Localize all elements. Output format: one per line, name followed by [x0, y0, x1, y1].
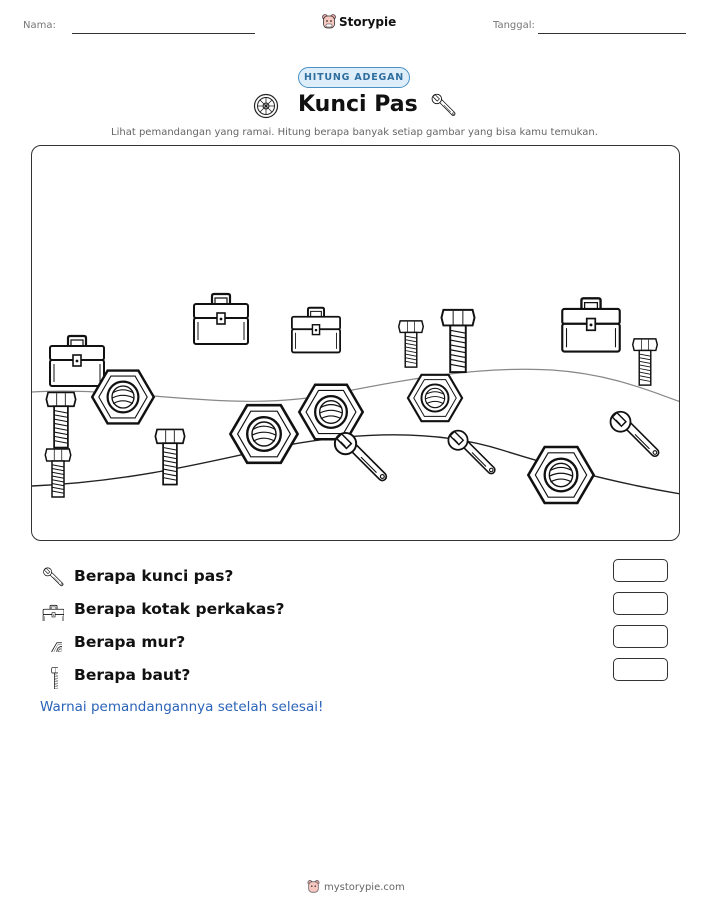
answer-box-bolt[interactable]	[613, 658, 668, 681]
bear-icon	[307, 880, 320, 894]
wrench	[611, 412, 657, 455]
wrench	[335, 433, 384, 479]
page-title: Kunci Pas	[298, 92, 418, 117]
activity-badge: HITUNG ADEGAN	[298, 67, 410, 88]
nut	[230, 405, 297, 463]
question-nut	[40, 631, 680, 657]
bolt-icon	[44, 665, 58, 689]
scene-drawing	[32, 146, 680, 541]
nut	[299, 385, 362, 439]
question-text: Berapa mur?	[74, 633, 186, 651]
wrench-icon	[40, 566, 64, 588]
answer-box-nut[interactable]	[613, 625, 668, 648]
storypie-logo	[322, 14, 396, 30]
toolbox	[50, 336, 104, 386]
footer-url[interactable]: mystorypie.com	[324, 881, 405, 893]
answer-box-wrench[interactable]	[613, 559, 668, 582]
nut-icon	[40, 632, 62, 652]
count-scene	[31, 145, 680, 541]
toolbox	[292, 308, 340, 353]
toolbox	[562, 298, 619, 351]
name-field[interactable]	[72, 33, 255, 34]
question-text: Berapa kotak perkakas?	[74, 600, 285, 618]
question-toolbox	[40, 598, 680, 624]
nut	[408, 375, 462, 421]
date-label: Tanggal:	[493, 20, 535, 31]
date-field[interactable]	[538, 33, 686, 34]
question-text: Berapa baut?	[74, 666, 191, 684]
name-label: Nama:	[23, 20, 56, 31]
bear-icon	[322, 14, 336, 30]
footer	[307, 880, 405, 894]
bolt	[45, 449, 71, 497]
coloring-note: Warnai pemandangannya setelah selesai!	[40, 699, 324, 715]
wrench-icon	[428, 92, 456, 118]
brand-name: Storypie	[339, 15, 397, 29]
toolbox	[194, 294, 248, 344]
bolt	[46, 392, 75, 447]
wrench	[448, 431, 493, 472]
answer-box-toolbox[interactable]	[613, 592, 668, 615]
bolt	[633, 339, 658, 385]
bolt	[441, 310, 474, 372]
toolbox-icon	[40, 599, 64, 621]
question-wrench	[40, 565, 680, 591]
nut	[528, 447, 593, 503]
bolt	[155, 429, 184, 484]
bolt	[399, 321, 424, 367]
question-text: Berapa kunci pas?	[74, 567, 234, 585]
gear-icon	[253, 93, 279, 119]
instructions: Lihat pemandangan yang ramai. Hitung berapa banyak setiap gambar yang bisa kamu temukan.	[111, 127, 598, 138]
question-bolt	[40, 664, 680, 690]
